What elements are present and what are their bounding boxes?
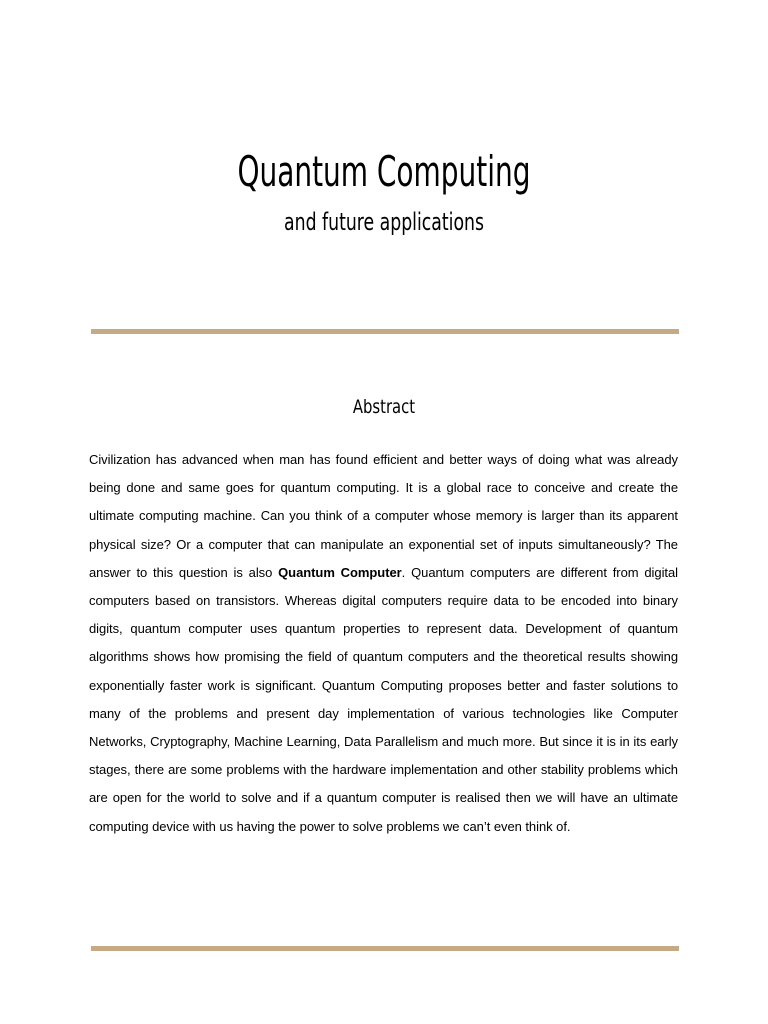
abstract-text-part-2: . Quantum computers are different from digital computers based on transistors. Whereas digital computers require data to be encoded into binary digits, quantum computer uses quantum properties to represent data. Development of quantum algorithms shows how promising the field of quantum computers and the theoretical results showing exponentially faster work is significant. Quantum Computing proposes better and faster solutions to many of the problems and present day implementation of various technologies like Computer Networks, Cryptography, Machine Learning, Data Parallelism and much more. But since it is in its early stages, there are some problems with the hardware implementation and other stability problems which are open for the world to solve and if a quantum computer is realised then we will have an ultimate computing device with us having the power to solve problems we can’t even think of. [89, 564, 678, 834]
abstract-text-part-1: Civilization has advanced when man has found efficient and better ways of doing what was already being done and same goes for quantum computing. It is a global race to conceive and create the ultimate computing machine. Can you think of a computer whose memory is larger than its apparent physical size? Or a computer that can manipulate an exponential set of inputs simultaneously? The answer to this question is also [89, 452, 678, 580]
top-divider [91, 329, 679, 334]
abstract-heading: Abstract [352, 396, 416, 418]
paper-title: Quantum Computing [237, 147, 531, 196]
paper-subtitle: and future applications [284, 208, 484, 236]
abstract-bold-term: Quantum Computer [278, 564, 402, 580]
bottom-divider [91, 946, 679, 951]
abstract-body [89, 446, 678, 841]
